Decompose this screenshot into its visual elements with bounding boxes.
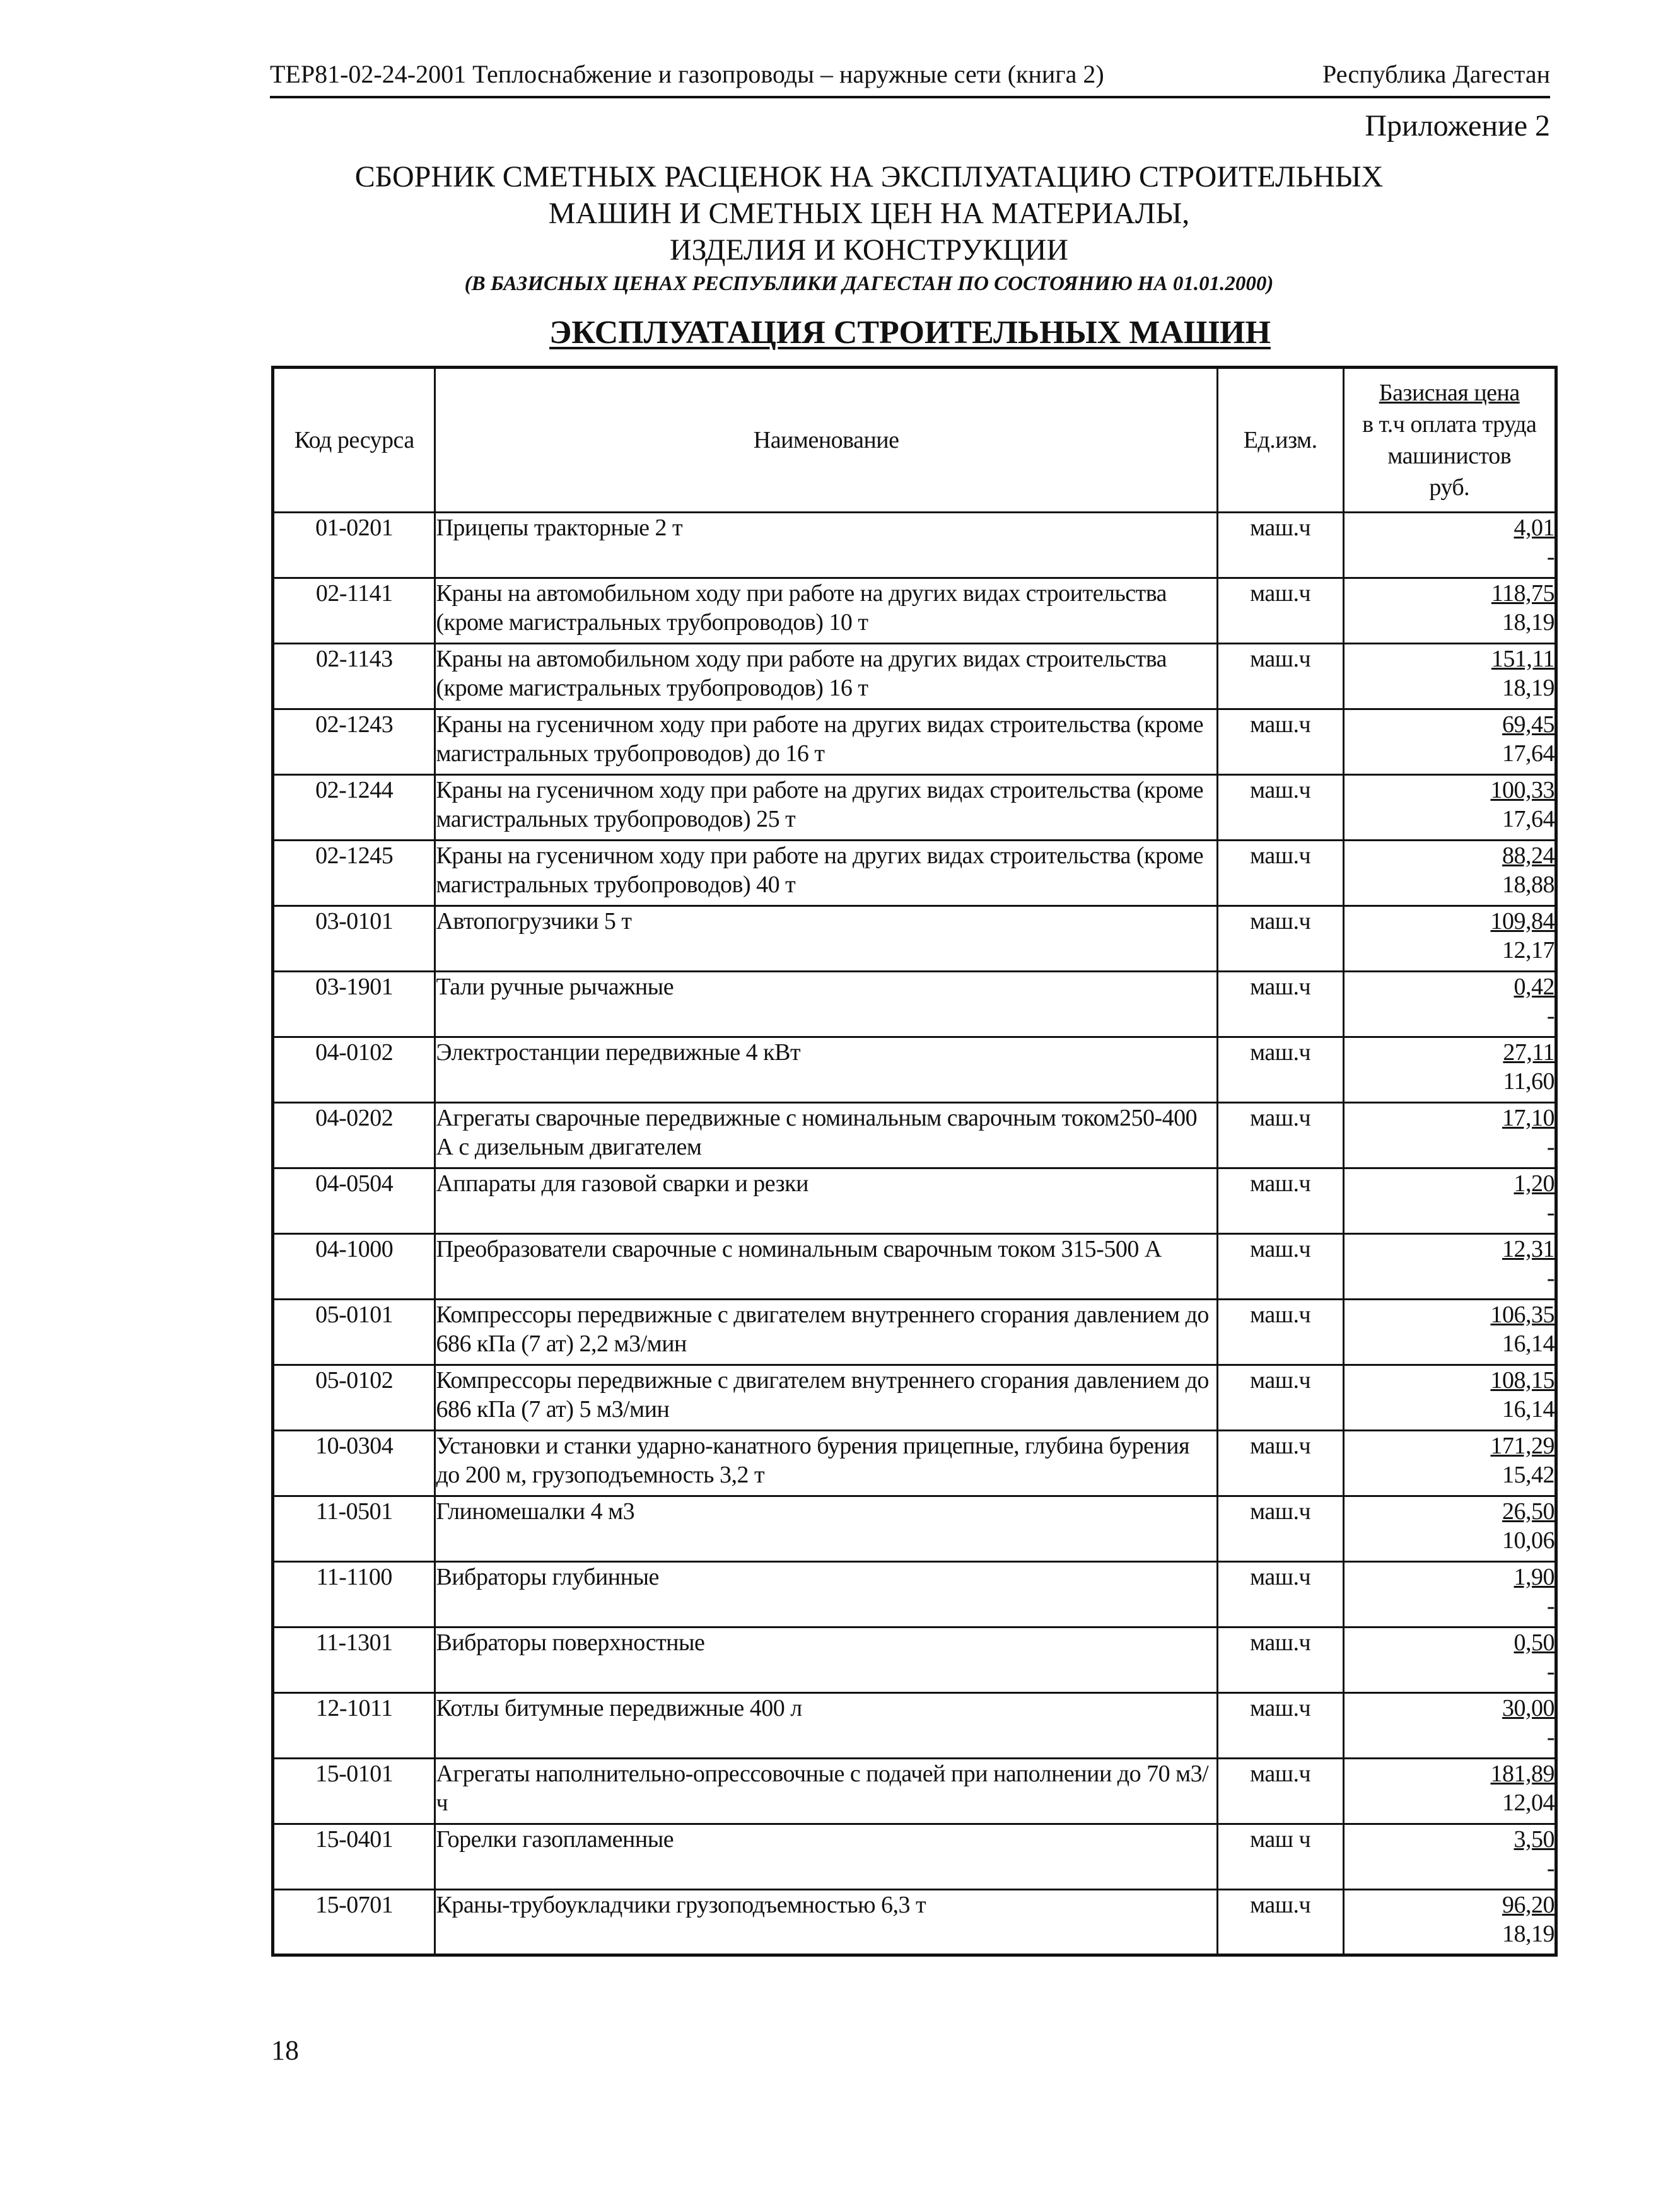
header-price-labor: в т.ч оплата труда (1362, 411, 1537, 438)
unit-of-measure: маш.ч (1217, 841, 1343, 906)
resource-name: Краны на гусеничном ходу при работе на других видах строительства (кроме магистральных трубопроводов) до 16 т (435, 709, 1217, 775)
header-name: Наименование (435, 368, 1217, 513)
operator-labor-cost: - (1546, 1855, 1555, 1882)
base-price: 96,20 (1502, 1892, 1555, 1918)
base-price: 12,31 (1502, 1236, 1555, 1262)
base-price: 106,35 (1490, 1301, 1555, 1328)
operator-labor-cost: 10,06 (1502, 1527, 1555, 1554)
price-cell (1343, 906, 1556, 972)
resource-name: Вибраторы поверхностные (435, 1628, 1217, 1693)
header-document-title: ТЕР81-02-24-2001 Теплоснабжение и газопроводы – наружные сети (книга 2) (270, 60, 1104, 88)
resource-name: Агрегаты сварочные передвижные с номинальным сварочным током250-400 А с дизельным двигателем (435, 1103, 1217, 1168)
table-row (273, 709, 1556, 775)
base-price: 118,75 (1491, 580, 1555, 607)
appendix-label: Приложение 2 (1365, 109, 1550, 143)
base-price: 151,11 (1491, 646, 1555, 672)
resource-name: Краны-трубоукладчики грузоподъемностью 6,3 т (435, 1890, 1217, 1955)
table-row (273, 1562, 1556, 1628)
resource-code: 05-0102 (273, 1365, 435, 1431)
price-cell (1343, 1562, 1556, 1628)
resource-name: Электростанции передвижные 4 кВт (435, 1037, 1217, 1103)
resource-name: Краны на автомобильном ходу при работе на других видах строительства (кроме магистральных трубопроводов) 16 т (435, 644, 1217, 709)
base-price: 171,29 (1490, 1433, 1555, 1459)
title-line: МАШИН И СМЕТНЫХ ЦЕН НА МАТЕРИАЛЫ, (548, 197, 1190, 230)
unit-of-measure: маш.ч (1217, 1562, 1343, 1628)
resource-code: 03-0101 (273, 906, 435, 972)
price-cell (1343, 1300, 1556, 1365)
price-cell (1343, 1168, 1556, 1234)
machines-table (271, 366, 1558, 1957)
resource-name: Краны на гусеничном ходу при работе на других видах строительства (кроме магистральных трубопроводов) 40 т (435, 841, 1217, 906)
resource-code: 12-1011 (273, 1693, 435, 1759)
collection-title (270, 159, 1468, 269)
base-price: 100,33 (1490, 777, 1555, 803)
operator-labor-cost: 12,04 (1502, 1790, 1555, 1816)
table-row (273, 841, 1556, 906)
operator-labor-cost: 11,60 (1503, 1068, 1555, 1095)
resource-name: Краны на гусеничном ходу при работе на других видах строительства (кроме магистральных трубопроводов) 25 т (435, 775, 1217, 841)
resource-code: 04-1000 (273, 1234, 435, 1300)
resource-name: Краны на автомобильном ходу при работе на других видах строительства (кроме магистральных трубопроводов) 10 т (435, 578, 1217, 644)
price-cell (1343, 1365, 1556, 1431)
operator-labor-cost: 17,64 (1502, 806, 1555, 832)
operator-labor-cost: 15,42 (1502, 1462, 1555, 1488)
resource-code: 11-0501 (273, 1496, 435, 1562)
resource-name: Автопогрузчики 5 т (435, 906, 1217, 972)
base-price: 1,20 (1514, 1170, 1555, 1197)
resource-name: Горелки газопламенные (435, 1824, 1217, 1890)
base-price: 17,10 (1502, 1105, 1555, 1131)
resource-code: 11-1100 (273, 1562, 435, 1628)
table-row (273, 1037, 1556, 1103)
table-row (273, 1759, 1556, 1824)
price-cell (1343, 1431, 1556, 1496)
table-row (273, 1103, 1556, 1168)
unit-of-measure: маш.ч (1217, 644, 1343, 709)
base-price: 3,50 (1514, 1826, 1555, 1853)
section-title-text: ЭКСПЛУАТАЦИЯ СТРОИТЕЛЬНЫХ МАШИН (549, 315, 1271, 351)
unit-of-measure: маш.ч (1217, 578, 1343, 644)
resource-code: 02-1141 (273, 578, 435, 644)
operator-labor-cost: 12,17 (1502, 937, 1555, 964)
resource-code: 04-0102 (273, 1037, 435, 1103)
unit-of-measure: маш.ч (1217, 1890, 1343, 1955)
price-cell (1343, 1037, 1556, 1103)
operator-labor-cost: - (1546, 1724, 1555, 1750)
unit-of-measure: маш.ч (1217, 709, 1343, 775)
running-header (270, 55, 1550, 98)
resource-code: 02-1243 (273, 709, 435, 775)
price-cell (1343, 1759, 1556, 1824)
base-price: 30,00 (1502, 1695, 1555, 1721)
resource-code: 15-0401 (273, 1824, 435, 1890)
resource-name: Преобразователи сварочные с номинальным сварочным током 315-500 А (435, 1234, 1217, 1300)
resource-code: 03-1901 (273, 972, 435, 1037)
base-price: 0,42 (1514, 974, 1555, 1000)
table-row (273, 1365, 1556, 1431)
unit-of-measure: маш.ч (1217, 1628, 1343, 1693)
price-cell (1343, 1103, 1556, 1168)
table-row (273, 644, 1556, 709)
price-cell (1343, 644, 1556, 709)
resource-code: 04-0202 (273, 1103, 435, 1168)
table-row (273, 1431, 1556, 1496)
unit-of-measure: маш.ч (1217, 1693, 1343, 1759)
operator-labor-cost: - (1546, 1199, 1555, 1226)
resource-code: 05-0101 (273, 1300, 435, 1365)
price-cell (1343, 841, 1556, 906)
price-cell (1343, 1496, 1556, 1562)
price-cell (1343, 513, 1556, 578)
table-row (273, 775, 1556, 841)
section-title (270, 314, 1550, 351)
table-row (273, 1693, 1556, 1759)
table-row (273, 578, 1556, 644)
price-basis-subtitle: (В БАЗИСНЫХ ЦЕНАХ РЕСПУБЛИКИ ДАГЕСТАН ПО СОСТОЯНИЮ НА 01.01.2000) (464, 272, 1274, 295)
unit-of-measure: маш.ч (1217, 513, 1343, 578)
base-price: 4,01 (1514, 515, 1555, 541)
page-number: 18 (271, 2035, 299, 2066)
resource-name: Глиномешалки 4 м3 (435, 1496, 1217, 1562)
unit-of-measure: маш.ч (1217, 1234, 1343, 1300)
table-row (273, 1496, 1556, 1562)
unit-of-measure: маш.ч (1217, 1759, 1343, 1824)
price-cell (1343, 1628, 1556, 1693)
operator-labor-cost: 17,64 (1502, 740, 1555, 767)
operator-labor-cost: 16,14 (1502, 1396, 1555, 1423)
unit-of-measure: маш.ч (1217, 1168, 1343, 1234)
unit-of-measure: маш.ч (1217, 1300, 1343, 1365)
price-cell (1343, 578, 1556, 644)
table-row (273, 1234, 1556, 1300)
resource-code: 02-1143 (273, 644, 435, 709)
operator-labor-cost: - (1546, 1593, 1555, 1619)
price-cell (1343, 775, 1556, 841)
operator-labor-cost: - (1546, 1265, 1555, 1291)
operator-labor-cost: - (1546, 1003, 1555, 1029)
table-row (273, 906, 1556, 972)
resource-name: Прицепы тракторные 2 т (435, 513, 1217, 578)
table-row (273, 1628, 1556, 1693)
base-price: 108,15 (1490, 1367, 1555, 1394)
resource-code: 11-1301 (273, 1628, 435, 1693)
price-cell (1343, 709, 1556, 775)
header-region: Республика Дагестан (1322, 60, 1550, 88)
header-price-currency: руб. (1429, 474, 1470, 501)
operator-labor-cost: 16,14 (1502, 1331, 1555, 1357)
resource-code: 02-1244 (273, 775, 435, 841)
operator-labor-cost: 18,88 (1502, 871, 1555, 898)
unit-of-measure: маш.ч (1217, 1496, 1343, 1562)
price-cell (1343, 1234, 1556, 1300)
operator-labor-cost: - (1546, 1134, 1555, 1160)
operator-labor-cost: 18,19 (1502, 675, 1555, 701)
base-price: 27,11 (1503, 1039, 1555, 1066)
table-row (273, 1824, 1556, 1890)
resource-name: Тали ручные рычажные (435, 972, 1217, 1037)
price-cell (1343, 1890, 1556, 1955)
base-price: 88,24 (1502, 842, 1555, 869)
header-price-labor-2: машинистов (1387, 443, 1512, 469)
unit-of-measure: маш ч (1217, 1824, 1343, 1890)
resource-code: 04-0504 (273, 1168, 435, 1234)
resource-code: 01-0201 (273, 513, 435, 578)
base-price: 109,84 (1490, 908, 1555, 935)
operator-labor-cost: - (1546, 1658, 1555, 1685)
base-price: 26,50 (1502, 1498, 1555, 1525)
table-row (273, 1890, 1556, 1955)
table-header-row (273, 368, 1556, 513)
operator-labor-cost: 18,19 (1502, 1921, 1555, 1947)
header-code: Код ресурса (273, 368, 435, 513)
price-cell (1343, 1824, 1556, 1890)
unit-of-measure: маш.ч (1217, 775, 1343, 841)
resource-name: Компрессоры передвижные с двигателем внутреннего сгорания давлением до 686 кПа (7 ат) 5 м3/мин (435, 1365, 1217, 1431)
price-cell (1343, 1693, 1556, 1759)
resource-code: 15-0101 (273, 1759, 435, 1824)
title-line: СБОРНИК СМЕТНЫХ РАСЦЕНОК НА ЭКСПЛУАТАЦИЮ СТРОИТЕЛЬНЫХ (354, 160, 1384, 194)
unit-of-measure: маш.ч (1217, 1103, 1343, 1168)
unit-of-measure: маш.ч (1217, 972, 1343, 1037)
base-price: 181,89 (1490, 1761, 1555, 1787)
resource-code: 15-0701 (273, 1890, 435, 1955)
resource-name: Аппараты для газовой сварки и резки (435, 1168, 1217, 1234)
operator-labor-cost: - (1546, 544, 1555, 570)
unit-of-measure: маш.ч (1217, 906, 1343, 972)
table-row (273, 972, 1556, 1037)
table-row (273, 1168, 1556, 1234)
base-price: 1,90 (1514, 1564, 1555, 1590)
header-price (1343, 368, 1556, 513)
title-line: ИЗДЕЛИЯ И КОНСТРУКЦИИ (669, 233, 1069, 267)
resource-name: Вибраторы глубинные (435, 1562, 1217, 1628)
operator-labor-cost: 18,19 (1502, 609, 1555, 636)
header-unit: Ед.изм. (1217, 368, 1343, 513)
unit-of-measure: маш.ч (1217, 1037, 1343, 1103)
header-price-base: Базисная цена (1379, 380, 1520, 406)
resource-name: Компрессоры передвижные с двигателем внутреннего сгорания давлением до 686 кПа (7 ат) 2,2 м3/мин (435, 1300, 1217, 1365)
resource-code: 10-0304 (273, 1431, 435, 1496)
unit-of-measure: маш.ч (1217, 1365, 1343, 1431)
table-row (273, 513, 1556, 578)
table-row (273, 1300, 1556, 1365)
resource-name: Установки и станки ударно-канатного бурения прицепные, глубина бурения до 200 м, грузоподъемность 3,2 т (435, 1431, 1217, 1496)
resource-name: Котлы битумные передвижные 400 л (435, 1693, 1217, 1759)
base-price: 0,50 (1514, 1629, 1555, 1656)
base-price: 69,45 (1502, 711, 1555, 738)
resource-name: Агрегаты наполнительно-опрессовочные с подачей при наполнении до 70 м3/ч (435, 1759, 1217, 1824)
resource-code: 02-1245 (273, 841, 435, 906)
unit-of-measure: маш.ч (1217, 1431, 1343, 1496)
price-cell (1343, 972, 1556, 1037)
